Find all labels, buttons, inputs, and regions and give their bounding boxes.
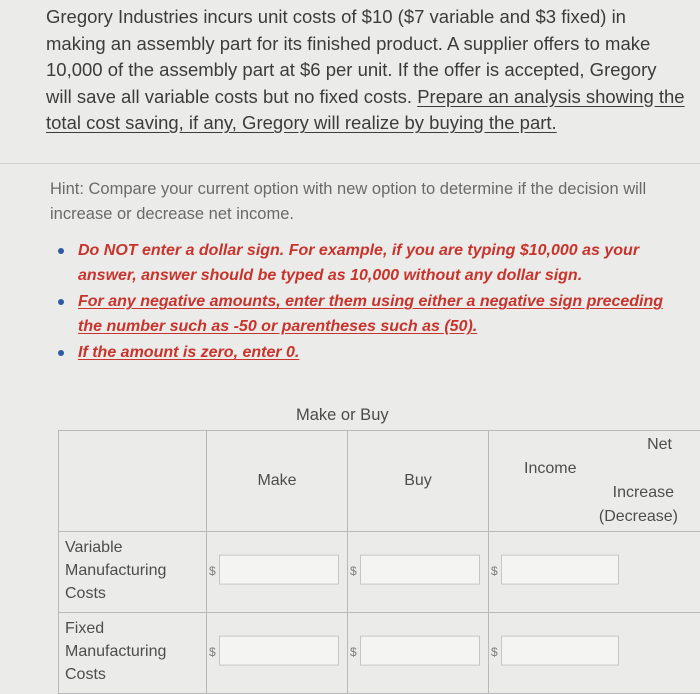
instruction-item: If the amount is zero, enter 0. (58, 340, 678, 365)
problem-requirement: Prepare an analysis showing the total cost saving, if any, Gregory will realize by buying the part. (46, 86, 685, 134)
table-header-row (59, 431, 700, 532)
variable-buy-input[interactable] (360, 555, 480, 585)
header-net-line: Income (489, 457, 700, 481)
make-or-buy-table (58, 430, 700, 694)
cell-fixed-buy (348, 613, 489, 694)
dollar-sign: $ (209, 564, 216, 578)
row-label-variable: Variable Manufacturing Costs (59, 532, 207, 613)
header-net-line: Increase (489, 481, 700, 505)
header-net-line: Net (489, 433, 700, 457)
instruction-item: Do NOT enter a dollar sign. For example, if you are typing $10,000 as your answer, answer should be typed as 10,000 without any dollar sign. (58, 238, 678, 288)
header-net-income (489, 431, 700, 532)
cell-variable-net (489, 532, 700, 613)
cell-variable-make (207, 532, 348, 613)
dollar-sign: $ (491, 564, 498, 578)
problem-text: Gregory Industries incurs unit costs of $10 ($7 variable and $3 fixed) in making an assembly part for its finished product. A supplier offers to make 10,000 of the assembly part at $6 per unit. If the offer is accepted, Gregory will save all variable costs but no fixed costs. (46, 6, 657, 107)
problem-statement (46, 4, 686, 137)
table-row (59, 613, 700, 694)
hint-text: Hint: Compare your current option with new option to determine if the decision will increase or decrease net income. (50, 177, 650, 227)
section-divider (0, 163, 700, 164)
header-make: Make (207, 431, 348, 532)
row-label-fixed: Fixed Manufacturing Costs (59, 613, 207, 694)
instruction-item: For any negative amounts, enter them using either a negative sign preceding the number such as -50 or parentheses such as (50). (58, 289, 678, 339)
dollar-sign: $ (491, 645, 498, 659)
variable-net-input[interactable] (501, 555, 619, 585)
table-title: Make or Buy (296, 406, 389, 425)
fixed-make-input[interactable] (219, 636, 339, 666)
dollar-sign: $ (209, 645, 216, 659)
header-blank (59, 431, 207, 532)
cell-variable-buy (348, 532, 489, 613)
variable-make-input[interactable] (219, 555, 339, 585)
header-net-line: (Decrease) (489, 505, 700, 529)
cell-fixed-make (207, 613, 348, 694)
dollar-sign: $ (350, 645, 357, 659)
cell-fixed-net (489, 613, 700, 694)
fixed-net-input[interactable] (501, 636, 619, 666)
fixed-buy-input[interactable] (360, 636, 480, 666)
instructions-list (58, 238, 678, 366)
dollar-sign: $ (350, 564, 357, 578)
header-buy: Buy (348, 431, 489, 532)
table-row (59, 532, 700, 613)
